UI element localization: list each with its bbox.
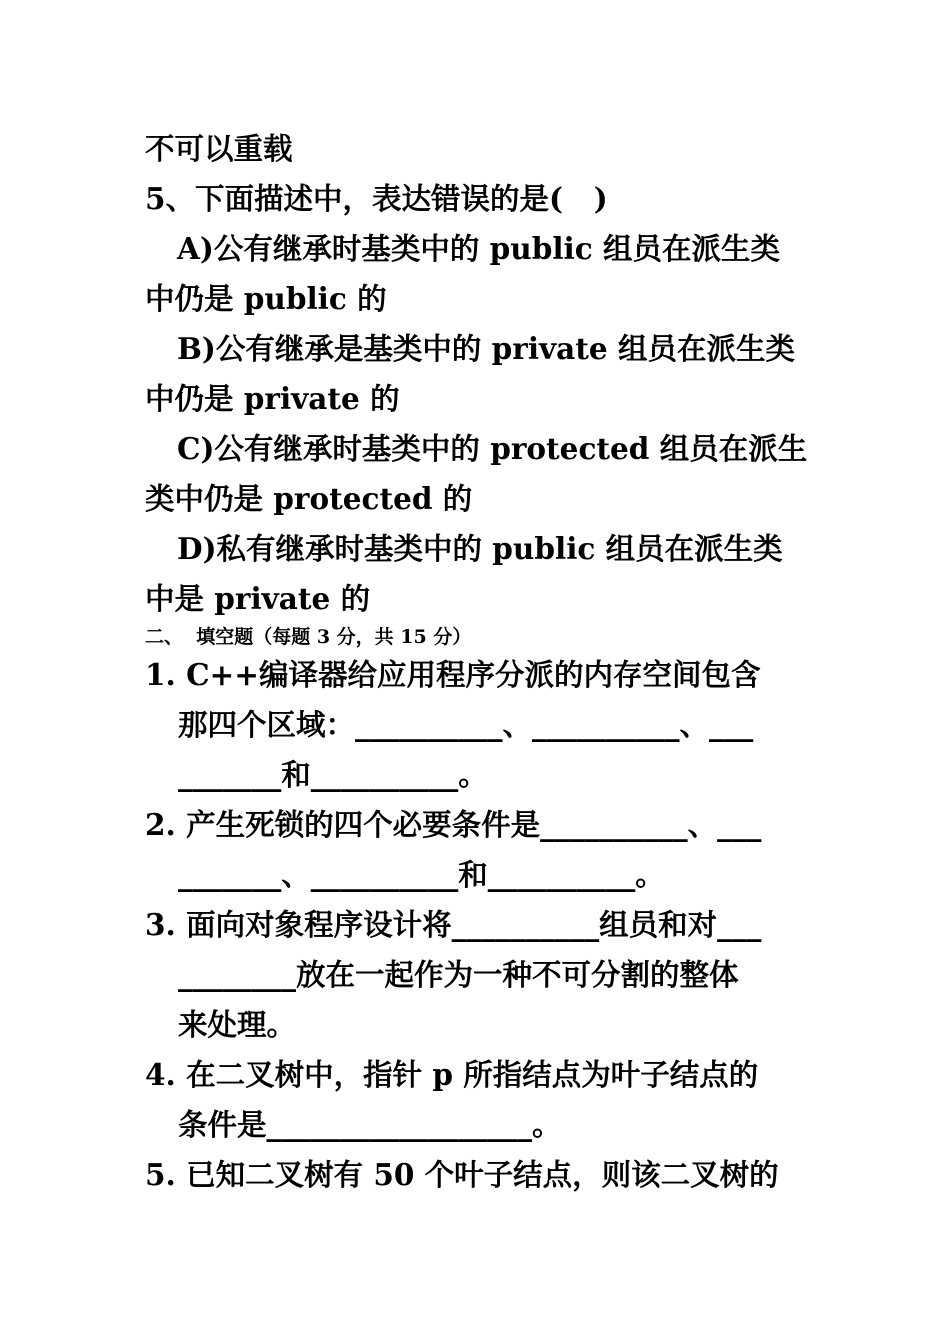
fill-q3-line2: ________放在一起作为一种不可分割的整体 xyxy=(178,957,739,992)
fill-q2-line2: _______、__________和__________。 xyxy=(178,857,665,892)
option-a-line1: A)公有继承时基类中的 public 组员在派生类 xyxy=(177,231,780,266)
fill-q3-line3: 来处理。 xyxy=(178,1007,297,1042)
fill-q1-line2: 那四个区域：__________、__________、___ xyxy=(178,707,754,742)
option-b-line1: B)公有继承是基类中的 private 组员在派生类 xyxy=(177,331,795,366)
option-d-line1: D)私有继承时基类中的 public 组员在派生类 xyxy=(177,531,783,566)
fill-q2-line1: 2. 产生死锁的四个必要条件是__________、___ xyxy=(145,807,762,842)
document-page xyxy=(145,124,810,1200)
fill-q1-line3: _______和__________。 xyxy=(178,757,488,792)
option-a-line2: 中仍是 public 的 xyxy=(145,281,387,316)
question-5-stem: 5、下面描述中，表达错误的是( ) xyxy=(145,181,608,216)
fill-q4-line2: 条件是__________________。 xyxy=(178,1107,562,1142)
option-d-line2: 中是 private 的 xyxy=(145,581,371,616)
fill-q3-line1: 3. 面向对象程序设计将__________组员和对___ xyxy=(145,907,762,942)
option-c-line2: 类中仍是 protected 的 xyxy=(145,481,473,516)
fill-q1-line1: 1. C++编译器给应用程序分派的内存空间包含 xyxy=(145,657,761,692)
option-b-line2: 中仍是 private 的 xyxy=(145,381,400,416)
fill-q4-line1: 4. 在二叉树中，指针 p 所指结点为叶子结点的 xyxy=(145,1057,759,1092)
section-2-heading: 二、 填空题（每题 3 分，共 15 分） xyxy=(145,626,472,648)
fill-q5-line1: 5. 已知二叉树有 50 个叶子结点，则该二叉树的 xyxy=(145,1157,779,1192)
continuation-text: 不可以重载 xyxy=(145,131,293,166)
option-c-line1: C)公有继承时基类中的 protected 组员在派生 xyxy=(177,431,808,466)
